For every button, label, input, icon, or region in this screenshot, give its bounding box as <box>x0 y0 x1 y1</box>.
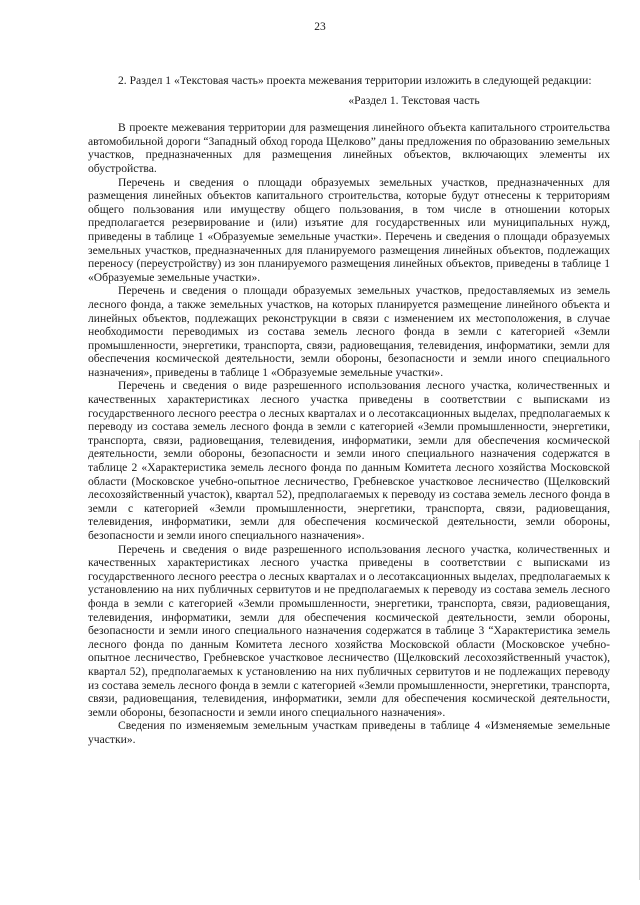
paragraph-6: Сведения по изменяемым земельным участкам приведены в таблице 4 «Изменяемые земельные участки». <box>88 719 610 746</box>
page-number: 23 <box>314 21 326 33</box>
section-title: «Раздел 1. Текстовая часть <box>348 93 480 107</box>
paragraph-1: В проекте межевания территории для размещения линейного объекта капитального строительства автомобильной дороги “Западный обход города Щелково” даны предложения по образованию земельных участков, предназначенных для размещения линейных объектов, включающих элементы их обустройства. <box>88 121 610 175</box>
intro-paragraph: 2. Раздел 1 «Текстовая часть» проекта межевания территории изложить в следующей редакции: <box>118 74 592 87</box>
paragraph-4: Перечень и сведения о виде разрешенного использования лесного участка, количественных и качественных характеристиках лесного участка приведены в соответствии с выписками из государственного лесного реестра о лесных кварталах и о лесотаксационных выделах, предполагаемых к переводу из состава земель лесного фонда в земли с категорией «Земли промышленности, энергетики, транспорта, связи, радиовещания, телевидения, информатики, земли для обеспечения космической деятельности, земли обороны, безопасности и земли иного специального назначения содержатся в таблице 2 «Характеристика земель лесного фонда по данным Комитета лесного хозяйства Московской области (Московское учебно-опытное лесничество, Гребневское участковое лесничество (Щелковский лесохозяйственный участок), квартал 52), предполагаемых к переводу из состава земель лесного фонда в земли с категорией «Земли промышленности, энергетики, транспорта, связи, радиовещания, телевидения, информатики, земли для обеспечения космической деятельности, земли обороны, безопасности и земли иного специального назначения». <box>88 379 610 542</box>
paragraph-3: Перечень и сведения о площади образуемых земельных участков, предоставляемых из земель лесного фонда, а также земельных участков, на которых планируется размещение линейного объекта и линейных объектов, подлежащих реконструкции в связи с изменением их местоположения, в случае необходимости переводимых из состава земель лесного фонда в земли с категорией «Земли промышленности, энергетики, транспорта, связи, радиовещания, телевидения, информатики, земли для обеспечения космической деятельности, земли обороны, безопасности и земли иного специального назначения», приведены в таблице 1 «Образуемые земельные участки». <box>88 284 610 379</box>
document-body <box>88 74 610 747</box>
paragraph-5: Перечень и сведения о виде разрешенного использования лесного участка, количественных и качественных характеристиках лесного участка приведены в соответствии с выписками из государственного лесного реестра о лесных кварталах и о лесотаксационных выделах, предполагаемых к установлению на них публичных сервитутов и не предполагаемых к переводу из состава земель лесного фонда в земли с категорией «Земли промышленности, энергетики, транспорта, связи, радиовещания, телевидения, информатики, земли для обеспечения космической деятельности, земли обороны, безопасности и земли иного специального назначения содержатся в таблице 3 “Характеристика земель лесного фонда по данным Комитета лесного хозяйства Московской области (Московское учебно-опытное лесничество, Гребневское участковое лесничество (Щелковский лесохозяйственный участок), квартал 52), предполагаемых к установлению на них публичных сервитутов и не подлежащих переводу из состава земель лесного фонда в земли с категорией «Земли промышленности, энергетики, транспорта, связи, радиовещания, телевидения, информатики, земли для обеспечения космической деятельности, земли обороны, безопасности и земли иного специального назначения». <box>88 542 610 719</box>
paragraph-2: Перечень и сведения о площади образуемых земельных участков, предназначенных для размещения линейных объектов капитального строительства, которые будут отнесены к территориям общего пользования или имуществу общего пользования, в том числе в отношении которых предполагается резервирование и (или) изъятие для государственных или муниципальных нужд, приведены в таблице 1 «Образуемые земельные участки». Перечень и сведения о площади образуемых земельных участков, предназначенных для планируемого размещения линейных объектов, подлежащих переносу (переустройству) из зон планируемого размещения линейных объектов, приведены в таблице 1 «Образуемые земельные участки». <box>88 175 610 284</box>
